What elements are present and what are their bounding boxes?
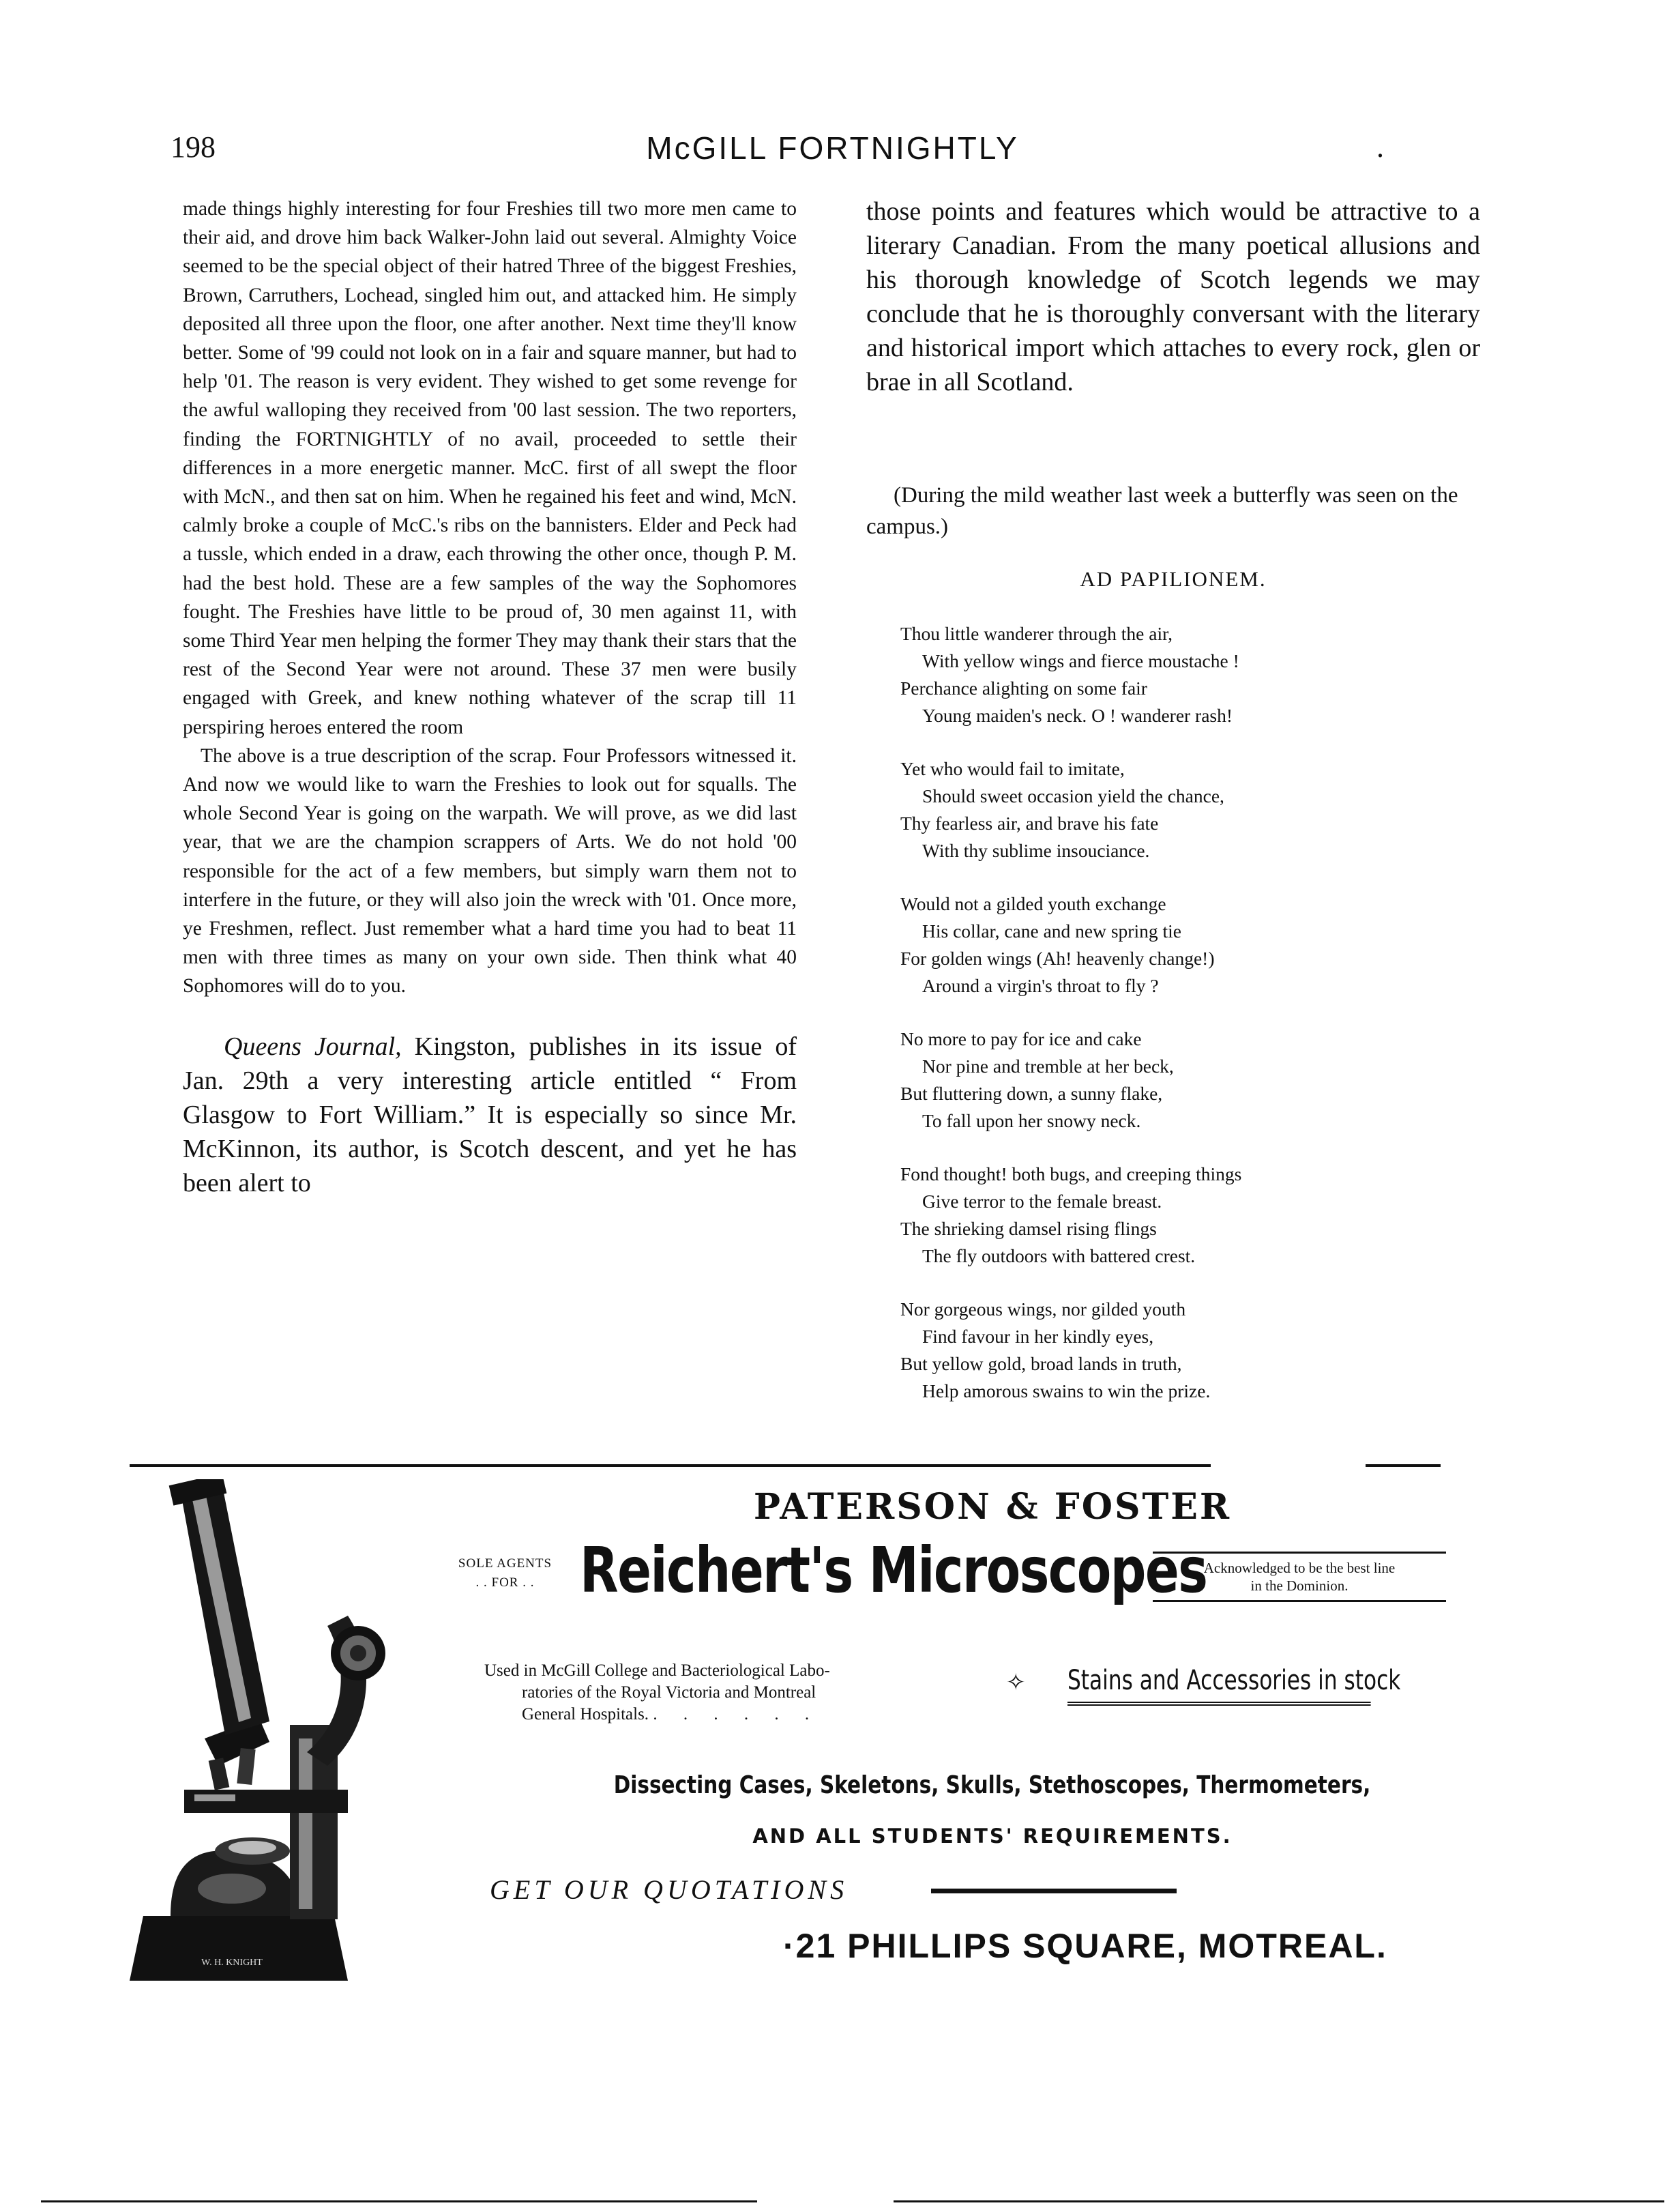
used-in-text [484,1660,975,1726]
product-name: Reichert's Microscopes [580,1534,1207,1607]
queens-journal-text: Kingston, publishes in its issue of Jan. 29th a very interesting article entitled “ From Glasgow to Fort William.” It is especially so since Mr. McKinnon, its author, is Scotch descent, and yet he has been alert to [183,1032,797,1197]
poem-stanza [900,1161,1480,1270]
quotations-rule [931,1889,1177,1893]
poem-line: With thy sublime insouciance. [922,840,1150,861]
poem-line: Nor gorgeous wings, nor gilded youth [900,1298,1186,1320]
poem-title: AD PAPILIONEM. [1080,567,1267,591]
poem-line: Find favour in her kindly eyes, [922,1326,1154,1347]
used-in-line: Used in McGill College and Bacteriological Labo- [484,1661,830,1680]
poem-line: But yellow gold, broad lands in truth, [900,1353,1182,1374]
dissecting-line [471,1771,1514,1799]
poem-line: Fond thought! both bugs, and creeping things [900,1163,1242,1184]
poem-line: Yet who would fail to imitate, [900,758,1125,779]
ad-top-rule-end [1366,1464,1441,1467]
poem-line: But fluttering down, a sunny flake, [900,1083,1163,1104]
poem-line: Nor pine and tremble at her beck, [922,1056,1174,1077]
right-column [866,194,1480,1431]
poem-line: To fall upon her snowy neck. [922,1110,1141,1131]
poem-line: Thou little wanderer through the air, [900,623,1173,644]
leader-dots: . . . . . . [653,1705,821,1723]
poem-stanza [900,890,1480,1000]
sole-agents-line: . . FOR . . [475,1575,535,1590]
running-title: McGILL FORTNIGHTLY [646,130,1019,166]
poem-stanza [900,755,1480,864]
company-name: PATERSON & FOSTER [753,1486,1232,1528]
poem-line: Help amorous swains to win the prize. [922,1380,1211,1401]
acknowledged-line: Acknowledged to be the best line [1203,1560,1396,1576]
poem-line: The shrieking damsel rising flings [900,1218,1157,1239]
scrap-paragraph: made things highly interesting for four Freshies till two more men came to their aid, and drove him back Walker-John laid out several. Almighty Voice seemed to be the special object of their hatred Three of the biggest Freshies, Brown, Carruthers, Lochead, singled him out, and attacked him. He simply deposited all three upon the floor, one after another. Next time they'll know better. Some of '99 could not look on in a fair and square manner, but had to help '01. The reason is very evident. They wished to get some revenge for the awful walloping they received from '00 last session. The two reporters, finding the FORTNIGHTLY of no avail, proceeded to settle their differences in a more energetic manner. McC. first of all swept the floor with McN., and then sat on him. When he regained his feet and wind, McN. calmly broke a couple of McC.'s ribs on the bannisters. Elder and Peck had a tussle, which ended in a draw, each throwing the other once, though P. M. had the best hold. These are a few samples of the way the Sophomores fought. The Freshies have little to be proud of, 30 men against 11, with some Third Year men helping the former They may thank their stars that the rest of the Second Year were not around. These 37 men were busily engaged with Greek, and knew nothing whatever of the scrap till 11 perspiring heroes entered the room [183,198,797,738]
requirements-line: AND ALL STUDENTS' REQUIREMENTS. [752,1824,1233,1848]
poem-line: Give terror to the female breast. [922,1191,1162,1212]
bottom-rule-right [894,2200,1664,2202]
poem-line: The fly outdoors with battered crest. [922,1245,1196,1266]
quotations-line: GET OUR QUOTATIONS [490,1874,849,1905]
poem-line: Thy fearless air, and brave his fate [900,813,1159,834]
left-column [183,194,797,1200]
queens-journal-title: Queens Journal, [224,1032,402,1061]
poem-stanza [900,1296,1480,1405]
microscope-base-text: W. H. KNIGHT [201,1958,263,1968]
poem-line: Perchance alighting on some fair [900,678,1147,699]
ad-top-rule [130,1464,1211,1467]
acknowledged-line: in the Dominion. [1250,1577,1349,1594]
poem-line: Young maiden's neck. O ! wanderer rash! [922,705,1233,726]
used-in-line-text: General Hospitals. [522,1705,649,1723]
used-in-line [484,1704,975,1726]
microscope-illustration [130,1479,471,1984]
continuation-paragraph: those points and features which would be attractive to a literary Canadian. From the many poetical allusions and his thorough knowledge of Scotch legends we may conclude that he is thoroughly conversant with the literary and historical import which attaches to every rock, glen or brae in all Scotland. [866,197,1480,396]
ornament-icon: ✧ [1006,1670,1026,1696]
bottom-rule-left [41,2200,757,2202]
poem-line: No more to pay for ice and cake [900,1028,1142,1049]
poem-line: For golden wings (Ah! heavenly change!) [900,948,1215,969]
poem-line: Would not a gilded youth exchange [900,893,1166,914]
stains-accessories: Stains and Accessories in stock [1067,1665,1371,1706]
address: ·21 PHILLIPS SQUARE, MOTREAL. [783,1927,1387,1965]
used-in-line: ratories of the Royal Victoria and Montreal [522,1683,816,1702]
poem-line: Should sweet occasion yield the chance, [922,785,1224,806]
poem-line: His collar, cane and new spring tie [922,920,1181,942]
sole-agents-line: SOLE AGENTS [458,1556,552,1571]
queens-journal-paragraph [183,1030,797,1200]
warning-paragraph: The above is a true description of the scrap. Four Professors witnessed it. And now we would like to warn the Freshies to look out for squalls. The whole Second Year is going on the warpath. We will prove, as we did last year, that we are the champion scrappers of Arts. We do not hold '00 responsible for the act of a few members, but simply warn them not to interfere in the future, or they will also join the wreck with '01. Once more, ye Freshmen, reflect. Just remember what a hard time you had to beat 11 men with three times as many on your own side. Then think what 40 Sophomores will do to you. [183,744,797,998]
advertisement [130,1479,1514,1988]
butterfly-note: (During the mild weather last week a butterfly was seen on the campus.) [866,483,1458,539]
acknowledged-box [1153,1552,1446,1602]
poem-line: With yellow wings and fierce moustache ! [922,650,1239,671]
poem-stanza [900,1025,1480,1135]
sole-agents [445,1554,565,1592]
page-header [0,130,1665,177]
header-mark: . [1376,130,1384,164]
page-number: 198 [171,130,216,164]
poem-line: Around a virgin's throat to fly ? [922,975,1159,996]
dissecting-text: Dissecting Cases, Skeletons, Skulls, Stethoscopes, Thermometers, [614,1771,1371,1799]
poem [900,620,1480,1405]
poem-stanza [900,620,1480,729]
